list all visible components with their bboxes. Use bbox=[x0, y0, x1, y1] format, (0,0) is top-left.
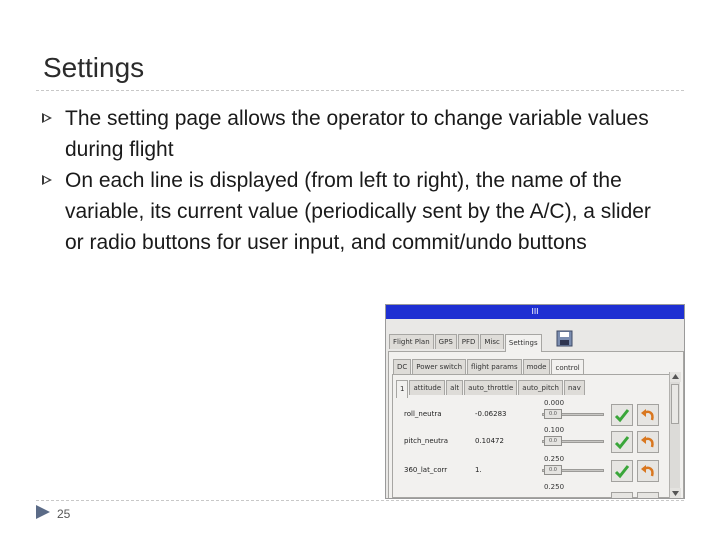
scroll-down-arrow-icon[interactable] bbox=[670, 488, 681, 498]
floppy-disk-icon[interactable] bbox=[556, 330, 573, 347]
tab-nav[interactable]: nav bbox=[564, 380, 585, 395]
tab-auto-throttle[interactable]: auto_throttle bbox=[464, 380, 517, 395]
checkmark-icon bbox=[614, 434, 630, 450]
undo-arrow-icon bbox=[640, 434, 656, 450]
bullet-item bbox=[42, 165, 662, 258]
checkmark-icon bbox=[614, 463, 630, 479]
commit-button[interactable] bbox=[611, 492, 633, 499]
sub-sub-tabs bbox=[396, 380, 586, 398]
slide-title: Settings bbox=[43, 52, 145, 83]
bullet-text: The setting page allows the operator to change variable values during flight bbox=[65, 107, 649, 161]
setting-row bbox=[394, 399, 654, 430]
slider-value: 0.250 bbox=[544, 455, 565, 463]
slider-thumb[interactable]: 0.0 bbox=[544, 465, 562, 475]
tab-auto-pitch[interactable]: auto_pitch bbox=[518, 380, 563, 395]
tab-control[interactable]: control bbox=[551, 359, 583, 377]
triangle-bullet-icon bbox=[42, 113, 52, 123]
commit-button[interactable] bbox=[611, 431, 633, 453]
window-titlebar: III bbox=[386, 305, 684, 319]
variable-name: pitch_neutra bbox=[404, 437, 449, 445]
undo-button[interactable] bbox=[637, 492, 659, 499]
scroll-thumb[interactable] bbox=[671, 384, 679, 424]
variable-name: 360_lat_corr bbox=[404, 466, 448, 474]
tab-mode[interactable]: mode bbox=[523, 359, 551, 374]
tab-1[interactable]: 1 bbox=[396, 380, 408, 398]
undo-button[interactable] bbox=[637, 431, 659, 453]
bullet-list bbox=[42, 103, 662, 258]
commit-button[interactable] bbox=[611, 460, 633, 482]
tab-dc[interactable]: DC bbox=[393, 359, 411, 374]
tab-misc[interactable]: Misc bbox=[480, 334, 503, 349]
variable-value: -0.06283 bbox=[475, 410, 507, 418]
undo-button[interactable] bbox=[637, 404, 659, 426]
slider-thumb[interactable]: 0.0 bbox=[544, 436, 562, 446]
main-tabs bbox=[389, 334, 543, 352]
setting-row-partial bbox=[394, 483, 654, 499]
slider-thumb[interactable]: 0.0 bbox=[544, 409, 562, 419]
undo-arrow-icon bbox=[640, 407, 656, 423]
tab-power-switch[interactable]: Power switch bbox=[412, 359, 466, 374]
triangle-bullet-icon bbox=[42, 175, 52, 185]
setting-row bbox=[394, 455, 654, 486]
title-divider bbox=[36, 90, 684, 91]
footer-divider bbox=[36, 500, 684, 501]
undo-arrow-icon bbox=[640, 463, 656, 479]
setting-row bbox=[394, 426, 654, 457]
tab-alt[interactable]: alt bbox=[446, 380, 463, 395]
tab-settings[interactable]: Settings bbox=[505, 334, 542, 352]
undo-button[interactable] bbox=[637, 460, 659, 482]
tab-gps[interactable]: GPS bbox=[435, 334, 457, 349]
commit-button[interactable] bbox=[611, 404, 633, 426]
tab-attitude[interactable]: attitude bbox=[409, 380, 445, 395]
variable-name: roll_neutra bbox=[404, 410, 442, 418]
triangle-bullet-icon bbox=[36, 505, 50, 519]
tab-flight-plan[interactable]: Flight Plan bbox=[389, 334, 434, 349]
checkmark-icon bbox=[614, 407, 630, 423]
variable-value: 0.10472 bbox=[475, 437, 504, 445]
settings-screenshot bbox=[385, 304, 685, 499]
bullet-text: On each line is displayed (from left to right), the name of the variable, its current value (periodically sent by the A/C), a slider or radio buttons for user input, and commit/undo buttons bbox=[65, 169, 651, 254]
tab-pfd[interactable]: PFD bbox=[458, 334, 480, 349]
tab-flight-params[interactable]: flight params bbox=[467, 359, 522, 374]
slider-value: 0.000 bbox=[544, 399, 565, 407]
slider-value: 0.100 bbox=[544, 426, 565, 434]
scroll-up-arrow-icon[interactable] bbox=[670, 372, 681, 382]
vertical-scrollbar[interactable] bbox=[669, 372, 680, 498]
slider-value: 0.250 bbox=[544, 483, 565, 491]
bullet-item bbox=[42, 103, 662, 165]
page-number: 25 bbox=[57, 507, 71, 521]
variable-value: 1. bbox=[475, 466, 482, 474]
